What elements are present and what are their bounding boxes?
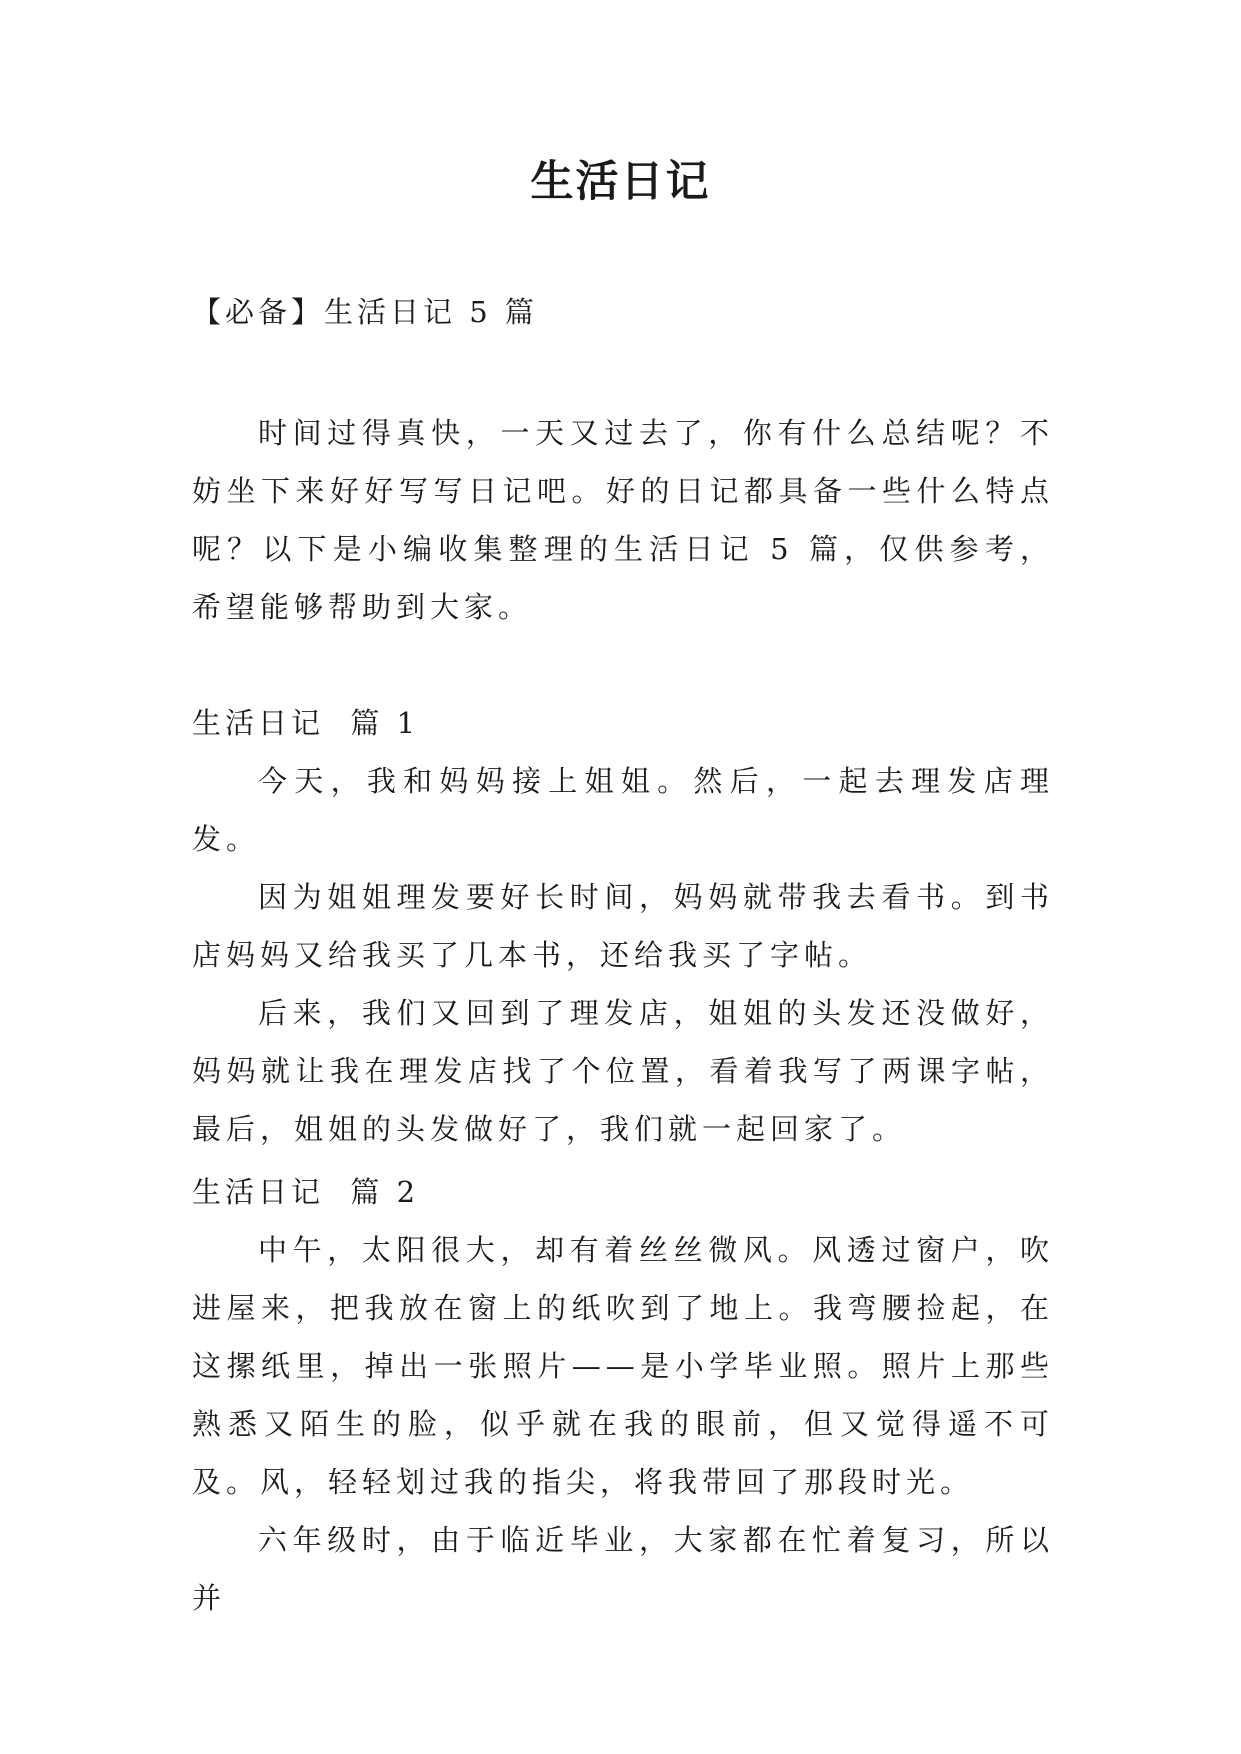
intro-paragraph: 时间过得真快，一天又过去了，你有什么总结呢？不妨坐下来好好写写日记吧。好的日记都具备一些什么特点呢？以下是小编收集整理的生活日记 5 篇，仅供参考，希望能够帮助到大家。	[192, 416, 1054, 624]
document-title: 生活日记	[530, 157, 711, 207]
entry-paragraph: 六年级时，由于临近毕业，大家都在忙着复习，所以并	[192, 1523, 1054, 1615]
entry-paragraph: 后来，我们又回到了理发店，姐姐的头发还没做好，妈妈就让我在理发店找了个位置，看着我写了两课字帖，最后，姐姐的头发做好了，我们就一起回家了。	[192, 996, 1054, 1146]
diary-entry-1	[192, 694, 1054, 1158]
entry-paragraph: 中午，太阳很大，却有着丝丝微风。风透过窗户，吹进屋来，把我放在窗上的纸吹到了地上。我弯腰捡起，在这摞纸里，掉出一张照片——是小学毕业照。照片上那些熟悉又陌生的脸，似乎就在我的眼前，但又觉得遥不可及。风，轻轻划过我的指尖，将我带回了那段时光。	[192, 1233, 1054, 1499]
entry-paragraph: 因为姐姐理发要好长时间，妈妈就带我去看书。到书店妈妈又给我买了几本书，还给我买了字帖。	[192, 880, 1054, 972]
document-subtitle: 【必备】生活日记 5 篇	[192, 295, 538, 329]
entry-heading: 生活日记 篇 2	[192, 1175, 420, 1209]
diary-entry-2	[192, 1163, 1054, 1627]
entry-heading: 生活日记 篇 1	[192, 706, 420, 740]
entry-paragraph: 今天，我和妈妈接上姐姐。然后，一起去理发店理发。	[192, 764, 1054, 856]
